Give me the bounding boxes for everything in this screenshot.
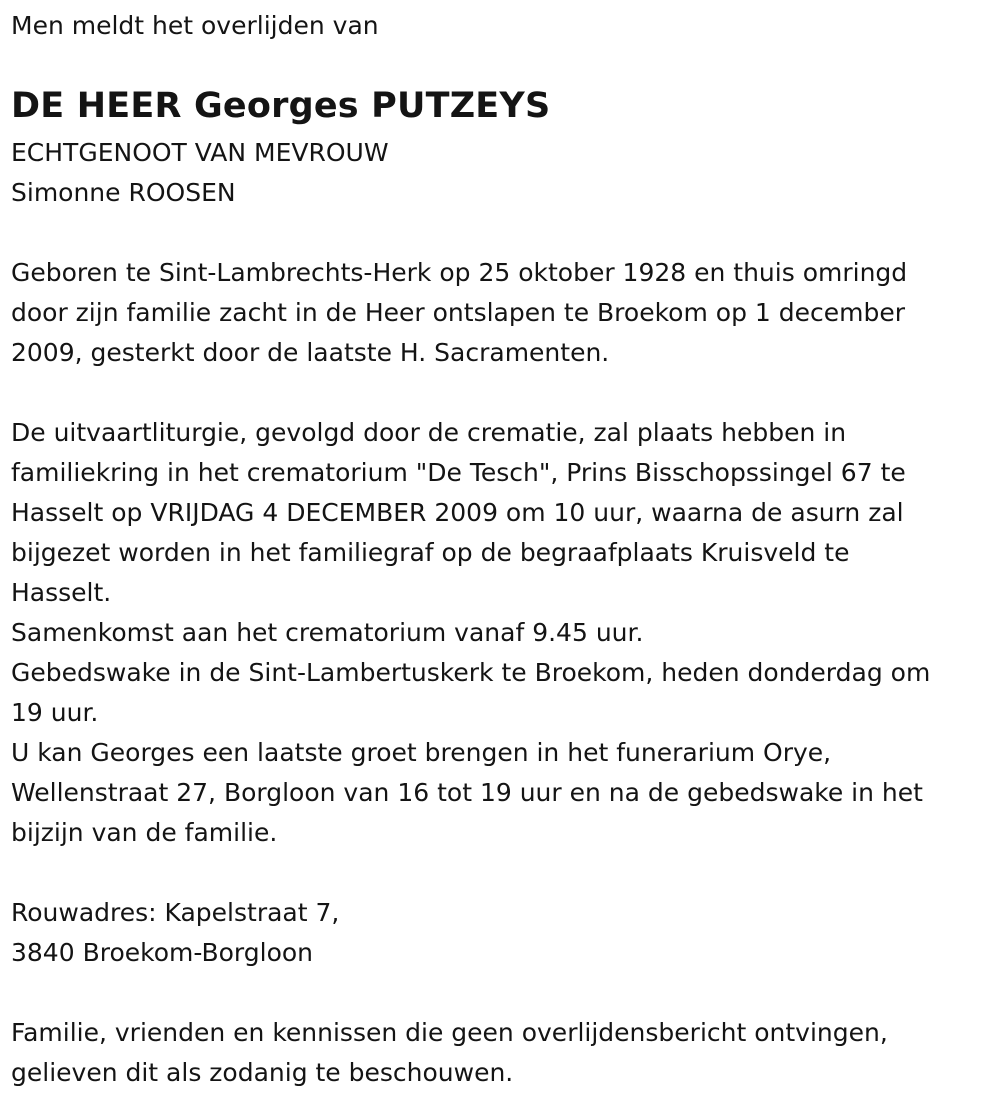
deceased-name: DE HEER Georges PUTZEYS: [11, 86, 551, 126]
paragraph-line: bijgezet worden in het familiegraf op de begraafplaats Kruisveld te: [11, 538, 850, 567]
paragraph-line: Samenkomst aan het crematorium vanaf 9.45 uur.: [11, 618, 644, 647]
paragraph-line: bijzijn van de familie.: [11, 818, 278, 847]
paragraph-line: Familie, vrienden en kennissen die geen overlijdensbericht ontvingen,: [11, 1018, 888, 1047]
intro-text: Men meldt het overlijden van: [11, 11, 379, 40]
spouse-section: [11, 133, 389, 213]
paragraph-line: 2009, gesterkt door de laatste H. Sacramenten.: [11, 338, 610, 367]
paragraph-line: Hasselt.: [11, 578, 112, 607]
paragraph-line: U kan Georges een laatste groet brengen in het funerarium Orye,: [11, 738, 832, 767]
paragraph-line: door zijn familie zacht in de Heer ontslapen te Broekom op 1 december: [11, 298, 905, 327]
paragraph-line: Geboren te Sint-Lambrechts-Herk op 25 oktober 1928 en thuis omringd: [11, 258, 908, 287]
spouse-line: ECHTGENOOT VAN MEVROUW: [11, 138, 389, 167]
funeral-paragraph: [11, 413, 930, 853]
birth-paragraph: [11, 253, 907, 373]
paragraph-line: gelieven dit als zodanig te beschouwen.: [11, 1058, 514, 1087]
closing-paragraph: [11, 1013, 888, 1093]
paragraph-line: Wellenstraat 27, Borgloon van 16 tot 19 uur en na de gebedswake in het: [11, 778, 923, 807]
paragraph-line: Gebedswake in de Sint-Lambertuskerk te Broekom, heden donderdag om: [11, 658, 931, 687]
paragraph-line: familiekring in het crematorium "De Tesch", Prins Bisschopssingel 67 te: [11, 458, 906, 487]
spouse-line: Simonne ROOSEN: [11, 178, 236, 207]
paragraph-line: Hasselt op VRIJDAG 4 DECEMBER 2009 om 10 uur, waarna de asurn zal: [11, 498, 904, 527]
paragraph-line: 19 uur.: [11, 698, 99, 727]
mourning-address: [11, 893, 339, 973]
address-line: 3840 Broekom-Borgloon: [11, 938, 314, 967]
address-line: Rouwadres: Kapelstraat 7,: [11, 898, 340, 927]
paragraph-line: De uitvaartliturgie, gevolgd door de crematie, zal plaats hebben in: [11, 418, 847, 447]
